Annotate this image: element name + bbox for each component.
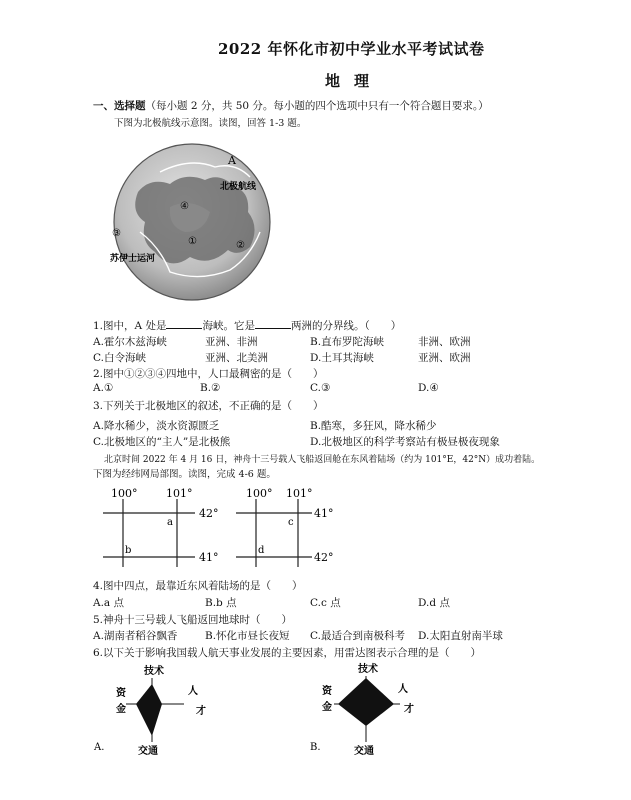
grid1-point-a: a: [167, 517, 173, 528]
q1-option-a: [93, 334, 167, 349]
grid1-lat-42: 42°: [199, 507, 219, 520]
q1-blank-2: [255, 319, 291, 329]
radar-a-talent-label-1: 人: [188, 686, 198, 697]
intro-2-line-1: 北京时间 2022 年 4 月 16 日，神舟十三号载人飞船返回舱在东风着陆场（约为 101°E，42°N）成功着陆。: [104, 455, 541, 465]
q5-option-a: A.湖南者稻谷飘香: [93, 630, 178, 642]
arctic-route-map: [110, 132, 285, 312]
q5-option-d: D.太阳直射南半球: [418, 630, 503, 642]
lat-lon-grid-2: [228, 485, 368, 573]
q5-option-b: B.怀化市昼长夜短: [205, 630, 290, 642]
radar-chart-b: [308, 660, 433, 762]
lat-lon-grid-1: [95, 485, 235, 573]
grid1-lon-100: 100°: [111, 487, 138, 500]
q1-option-letter: A.: [93, 336, 104, 348]
radar-b-capital-label-2: 金: [322, 702, 332, 713]
q1-option-a-continents: 亚洲、非洲: [205, 336, 258, 348]
map-label-a: A: [228, 154, 236, 167]
page-title: 2022 年怀化市初中学业水平考试试卷: [218, 40, 485, 58]
map-label-suez: 苏伊士运河: [110, 254, 156, 264]
intro-1: 下图为北极航线示意图。读图，回答 1-3 题。: [114, 118, 307, 129]
subject-title: 地理: [325, 72, 384, 90]
radar-a-talent-label-2: 才: [196, 706, 206, 717]
radar-a-transport-label: 交通: [138, 746, 158, 757]
q1-option-name: 土耳其海峡: [321, 352, 374, 364]
q1-stem-part2: 海峡。它是: [202, 320, 255, 332]
q1-option-name: 霍尔木兹海峡: [103, 336, 167, 348]
q1-option-d: [310, 350, 374, 365]
radar-b-tech-label: 技术: [358, 664, 378, 675]
q1-option-c: [93, 350, 146, 365]
grid2-point-c: c: [288, 517, 294, 528]
map-marker-4: ④: [180, 201, 189, 212]
q1-stem-part1: 1.图中，A 处是: [93, 320, 167, 332]
q3-option-d: D.北极地区的科学考察站有极昼极夜现象: [310, 436, 500, 448]
q1-stem-part3: 两洲的分界线。（ ）: [290, 320, 402, 332]
map-marker-1: ①: [188, 236, 197, 247]
radar-a-capital-label-1: 资: [116, 688, 126, 699]
radar-chart-a: [92, 662, 217, 762]
radar-b-talent-label-2: 才: [404, 704, 414, 715]
q1-blank-1: [166, 319, 202, 329]
q2-option-b: B.②: [200, 382, 221, 394]
q1-option-name: 白令海峡: [104, 352, 146, 364]
q3-option-b: B.酷寒，多狂风，降水稀少: [310, 420, 437, 432]
q1-option-c-continents: 亚洲、北美洲: [205, 352, 268, 364]
radar-b-transport-label: 交通: [354, 746, 374, 757]
q2-option-a: A.①: [93, 382, 114, 394]
section-note: （每小题 2 分，共 50 分。每小题的四个选项中只有一个符合题目要求。）: [145, 100, 489, 112]
q6-stem: 6.以下关于影响我国载人航天事业发展的主要因素，用雷达图表示合理的是（ ）: [93, 647, 482, 659]
q2-option-c: C.③: [310, 382, 331, 394]
map-marker-2: ②: [236, 240, 245, 251]
grid1-lat-41: 41°: [199, 551, 219, 564]
q4-option-c: C.c 点: [310, 597, 341, 609]
radar-a-option-label: A.: [94, 742, 105, 753]
q1-option-b: [310, 334, 384, 349]
q1-option-b-continents: 非洲、欧洲: [418, 336, 471, 348]
section-heading: [93, 98, 489, 113]
q1-option-d-continents: 亚洲、欧洲: [418, 352, 471, 364]
grid2-lon-100: 100°: [246, 487, 273, 500]
q4-option-a: A.a 点: [93, 597, 125, 609]
intro-2-line-2: 下图为经纬网局部图。读图，完成 4-6 题。: [93, 469, 276, 480]
grid2-point-d: d: [258, 545, 265, 556]
q1-option-letter: C.: [93, 352, 104, 364]
grid2-lat-41: 41°: [314, 507, 334, 520]
q1-stem: [93, 318, 401, 333]
section-heading-label: 一、选择题: [93, 100, 146, 112]
grid2-lat-42: 42°: [314, 551, 334, 564]
radar-a-capital-label-2: 金: [116, 704, 126, 715]
q1-option-letter: B.: [310, 336, 322, 348]
map-label-north-route: 北极航线: [220, 182, 257, 192]
radar-b-talent-label-1: 人: [398, 684, 408, 695]
radar-a-shape: [136, 684, 162, 736]
grid1-point-b: b: [125, 545, 132, 556]
q3-option-c: C.北极地区的“主人”是北极熊: [93, 436, 231, 448]
q4-option-d: D.d 点: [418, 597, 450, 609]
q4-stem: 4.图中四点，最靠近东风着陆场的是（ ）: [93, 580, 303, 592]
map-marker-3: ③: [112, 228, 121, 239]
grid2-lon-101: 101°: [286, 487, 313, 500]
q3-option-a: A.降水稀少，淡水资源匮乏: [93, 420, 220, 432]
radar-b-shape: [338, 678, 394, 726]
q2-stem: 2.图中①②③④四地中，人口最稠密的是（ ）: [93, 368, 324, 380]
radar-b-capital-label-1: 资: [322, 686, 332, 697]
q1-option-name: 直布罗陀海峡: [321, 336, 385, 348]
q5-stem: 5.神舟十三号载人飞船返回地球时（ ）: [93, 614, 293, 626]
q4-option-b: B.b 点: [205, 597, 237, 609]
q2-option-d: D.④: [418, 382, 439, 394]
radar-b-option-label: B.: [310, 742, 321, 753]
radar-a-tech-label: 技术: [144, 666, 164, 677]
q5-option-c: C.最适合到南极科考: [310, 630, 405, 642]
q1-option-letter: D.: [310, 352, 322, 364]
grid1-lon-101: 101°: [166, 487, 193, 500]
q3-stem: 3.下列关于北极地区的叙述，不正确的是（ ）: [93, 400, 324, 412]
